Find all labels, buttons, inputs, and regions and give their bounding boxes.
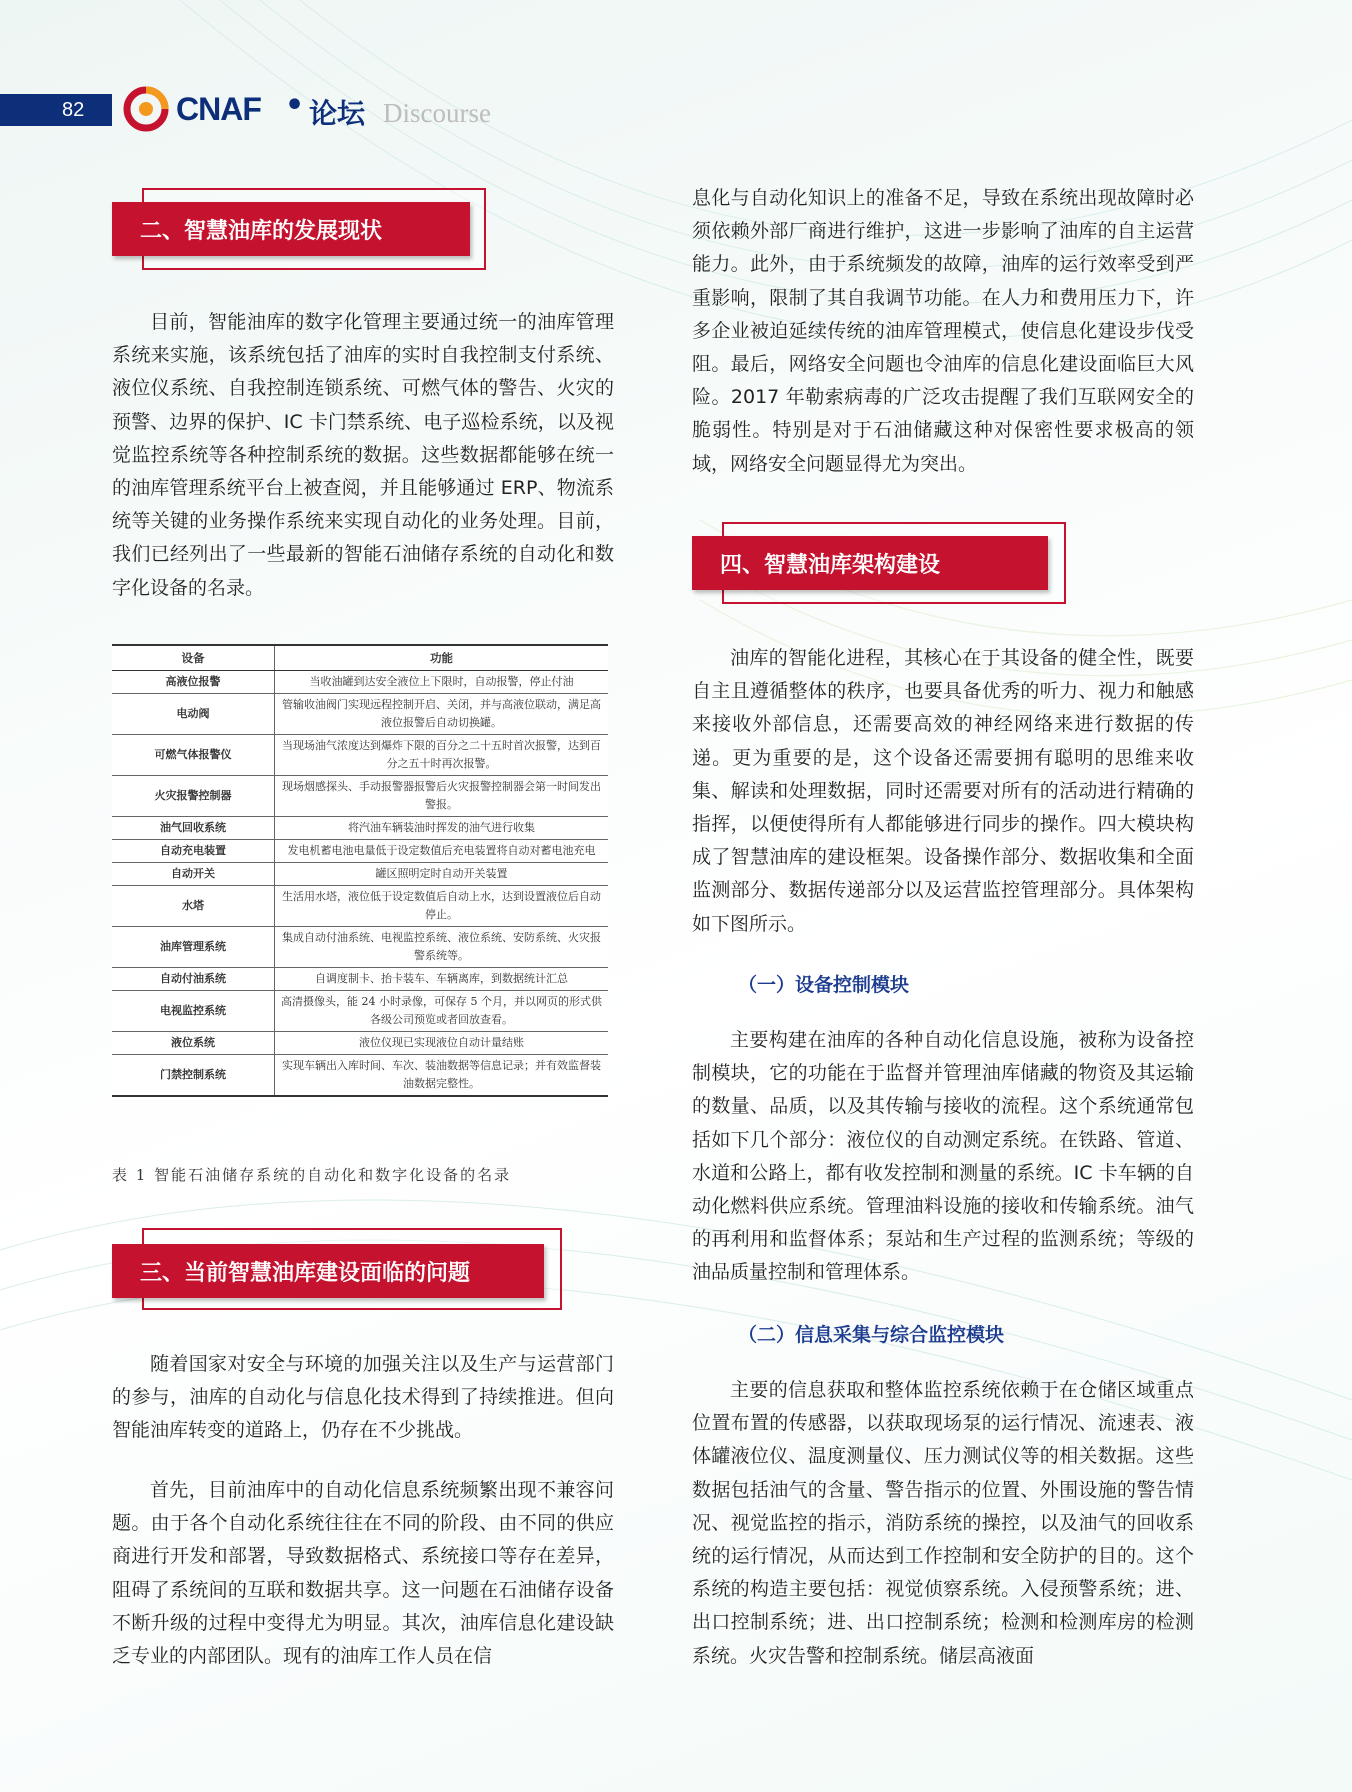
table-row bbox=[112, 735, 608, 776]
table-cell-device: 高液位报警 bbox=[112, 671, 275, 694]
table-cell-function: 罐区照明定时自动开关装置 bbox=[275, 863, 609, 886]
brand-name: CNAF bbox=[176, 91, 261, 127]
table-cell-function: 生活用水塔，液位低于设定数值后自动上水，达到设置液位后自动停止。 bbox=[275, 886, 609, 927]
table-cell-function: 集成自动付油系统、电视监控系统、液位系统、安防系统、火灾报警系统等。 bbox=[275, 927, 609, 968]
table-row bbox=[112, 863, 608, 886]
table-header-row bbox=[112, 645, 608, 671]
table-header-device: 设备 bbox=[112, 645, 275, 671]
page-number-bar bbox=[0, 94, 112, 126]
table-row bbox=[112, 776, 608, 817]
table-cell-function: 当现场油气浓度达到爆炸下限的百分之二十五时首次报警，达到百分之五十时再次报警。 bbox=[275, 735, 609, 776]
table-cell-function: 现场烟感探头、手动报警器报警后火灾报警控制器会第一时间发出警报。 bbox=[275, 776, 609, 817]
right-paragraph-2: 油库的智能化进程，其核心在于其设备的健全性，既要自主且遵循整体的秩序，也要具备优秀的听力、视力和触感来接收外部信息，还需要高效的神经网络来进行数据的传递。更为重要的是，这个设备还需要拥有聪明的思维来收集、解读和处理数据，同时还需要对所有的活动进行精确的指挥，以便使得所有人都能够进行同步的操作。四大模块构成了智慧油库的建设框架。设备操作部分、数据收集和全面监测部分、数据传递部分以及运营监控管理部分。具体架构如下图所示。 bbox=[692, 647, 1194, 935]
table-cell-device: 门禁控制系统 bbox=[112, 1055, 275, 1097]
left-paragraph-3: 首先，目前油库中的自动化信息系统频繁出现不兼容问题。由于各个自动化系统往往在不同的阶段、由不同的供应商进行开发和部署，导致数据格式、系统接口等存在差异，阻碍了系统间的互联和数据共享。这一问题在石油储存设备不断升级的过程中变得尤为明显。其次，油库信息化建设缺乏专业的内部团队。现有的油库工作人员在信 bbox=[112, 1479, 614, 1668]
table-cell-function: 管输收油阀门实现远程控制开启、关闭，并与高液位联动，满足高液位报警后自动切换罐。 bbox=[275, 694, 609, 735]
table-row bbox=[112, 991, 608, 1032]
table-cell-function: 液位仪现已实现液位自动计量结账 bbox=[275, 1032, 609, 1055]
subsection-2-title: （二）信息采集与综合监控模块 bbox=[738, 1324, 1005, 1346]
right-paragraph-4: 主要的信息获取和整体监控系统依赖于在仓储区域重点位置布置的传感器，以获取现场泵的运行情况、流速表、液体罐液位仪、温度测量仪、压力测试仪等的相关数据。这些数据包括油气的含量、警告指示的位置、外围设施的警告情况、视觉监控的指示，消防系统的操控，以及油气的回收系统的运行情况，从而达到工作控制和安全防护的目的。这个系统的构造主要包括：视觉侦察系统。入侵预警系统；进、出口控制系统；进、出口控制系统；检测和检测库房的检测系统。火灾告警和控制系统。储层高液面 bbox=[692, 1379, 1194, 1667]
page-number: 82 bbox=[62, 99, 85, 121]
table-cell-device: 电动阀 bbox=[112, 694, 275, 735]
table-cell-device: 可燃气体报警仪 bbox=[112, 735, 275, 776]
table-cell-device: 油气回收系统 bbox=[112, 817, 275, 840]
table-cell-device: 电视监控系统 bbox=[112, 991, 275, 1032]
table-cell-device: 自动付油系统 bbox=[112, 968, 275, 991]
table-cell-function: 将汽油车辆装油时挥发的油气进行收集 bbox=[275, 817, 609, 840]
section-4-title: 四、智慧油库架构建设 bbox=[692, 536, 1048, 590]
right-paragraph-3: 主要构建在油库的各种自动化信息设施，被称为设备控制模块，它的功能在于监督并管理油库储藏的物资及其运输的数量、品质，以及其传输与接收的流程。这个系统通常包括如下几个部分：液位仪的自动测定系统。在铁路、管道、水道和公路上，都有收发控制和测量的系统。IC 卡车辆的自动化燃料供应系统。管理油料设施的接收和传输系统。油气的再利用和监督体系；泵站和生产过程的监测系统；等级的油品质量控制和管理体系。 bbox=[692, 1029, 1194, 1284]
table-row bbox=[112, 694, 608, 735]
table-row bbox=[112, 927, 608, 968]
table-header-function: 功能 bbox=[275, 645, 609, 671]
section-2-title: 二、智慧油库的发展现状 bbox=[112, 202, 470, 256]
table-row bbox=[112, 1032, 608, 1055]
section-3-title: 三、当前智慧油库建设面临的问题 bbox=[112, 1244, 544, 1298]
subsection-1-title: （一）设备控制模块 bbox=[738, 974, 910, 996]
table-cell-device: 火灾报警控制器 bbox=[112, 776, 275, 817]
left-paragraph-1: 目前，智能油库的数字化管理主要通过统一的油库管理系统来实施，该系统包括了油库的实时自我控制支付系统、液位仪系统、自我控制连锁系统、可燃气体的警告、火灾的预警、边界的保护、IC 卡门禁系统、电子巡检系统，以及视觉监控系统等各种控制系统的数据。这些数据都能够在统一的油库管理系统平台上被查阅，并且能够通过 ERP、物流系统等关键的业务操作系统来实现自动化的业务处理。目前，我们已经列出了一些最新的智能石油储存系统的自动化和数字化设备的名录。 bbox=[112, 311, 614, 599]
table-row bbox=[112, 671, 608, 694]
section-name-cn: 论坛 bbox=[309, 97, 366, 130]
table-cell-function: 高清摄像头，能 24 小时录像，可保存 5 个月，并以网页的形式供各级公司预览或者回放查看。 bbox=[275, 991, 609, 1032]
left-paragraph-2: 随着国家对安全与环境的加强关注以及生产与运营部门的参与，油库的自动化与信息化技术得到了持续推进。但向智能油库转变的道路上，仍存在不少挑战。 bbox=[112, 1353, 614, 1442]
table-row bbox=[112, 840, 608, 863]
right-paragraph-1: 息化与自动化知识上的准备不足，导致在系统出现故障时必须依赖外部厂商进行维护，这进一步影响了油库的自主运营能力。此外，由于系统频发的故障，油库的运行效率受到严重影响，限制了其自我调节功能。在人力和费用压力下，许多企业被迫延续传统的油库管理模式，使信息化建设步伐受阻。最后，网络安全问题也令油库的信息化建设面临巨大风险。2017 年勒索病毒的广泛攻击提醒了我们互联网安全的脆弱性。特别是对于石油储藏这种对保密性要求极高的领域，网络安全问题显得尤为突出。 bbox=[692, 187, 1194, 475]
table-cell-device: 自动充电装置 bbox=[112, 840, 275, 863]
table-row bbox=[112, 817, 608, 840]
table-cell-function: 发电机蓄电池电量低于设定数值后充电装置将自动对蓄电池充电 bbox=[275, 840, 609, 863]
table-row bbox=[112, 968, 608, 991]
table-cell-device: 水塔 bbox=[112, 886, 275, 927]
table-cell-function: 自调度制卡、抬卡装车、车辆离库，到数据统计汇总 bbox=[275, 968, 609, 991]
section-name-en: Discourse bbox=[383, 98, 491, 128]
equipment-table bbox=[112, 644, 608, 1097]
table-row bbox=[112, 1055, 608, 1097]
table-cell-device: 液位系统 bbox=[112, 1032, 275, 1055]
brand-separator: • bbox=[285, 88, 305, 123]
cnaf-logo-icon bbox=[122, 86, 172, 132]
table-cell-device: 油库管理系统 bbox=[112, 927, 275, 968]
table-cell-device: 自动开关 bbox=[112, 863, 275, 886]
table-cell-function: 实现车辆出入库时间、车次、装油数据等信息记录；并有效监督装油数据完整性。 bbox=[275, 1055, 609, 1097]
table-caption: 表 1 智能石油储存系统的自动化和数字化设备的名录 bbox=[112, 1166, 512, 1184]
table-row bbox=[112, 886, 608, 927]
table-cell-function: 当收油罐到达安全液位上下限时，自动报警，停止付油 bbox=[275, 671, 609, 694]
